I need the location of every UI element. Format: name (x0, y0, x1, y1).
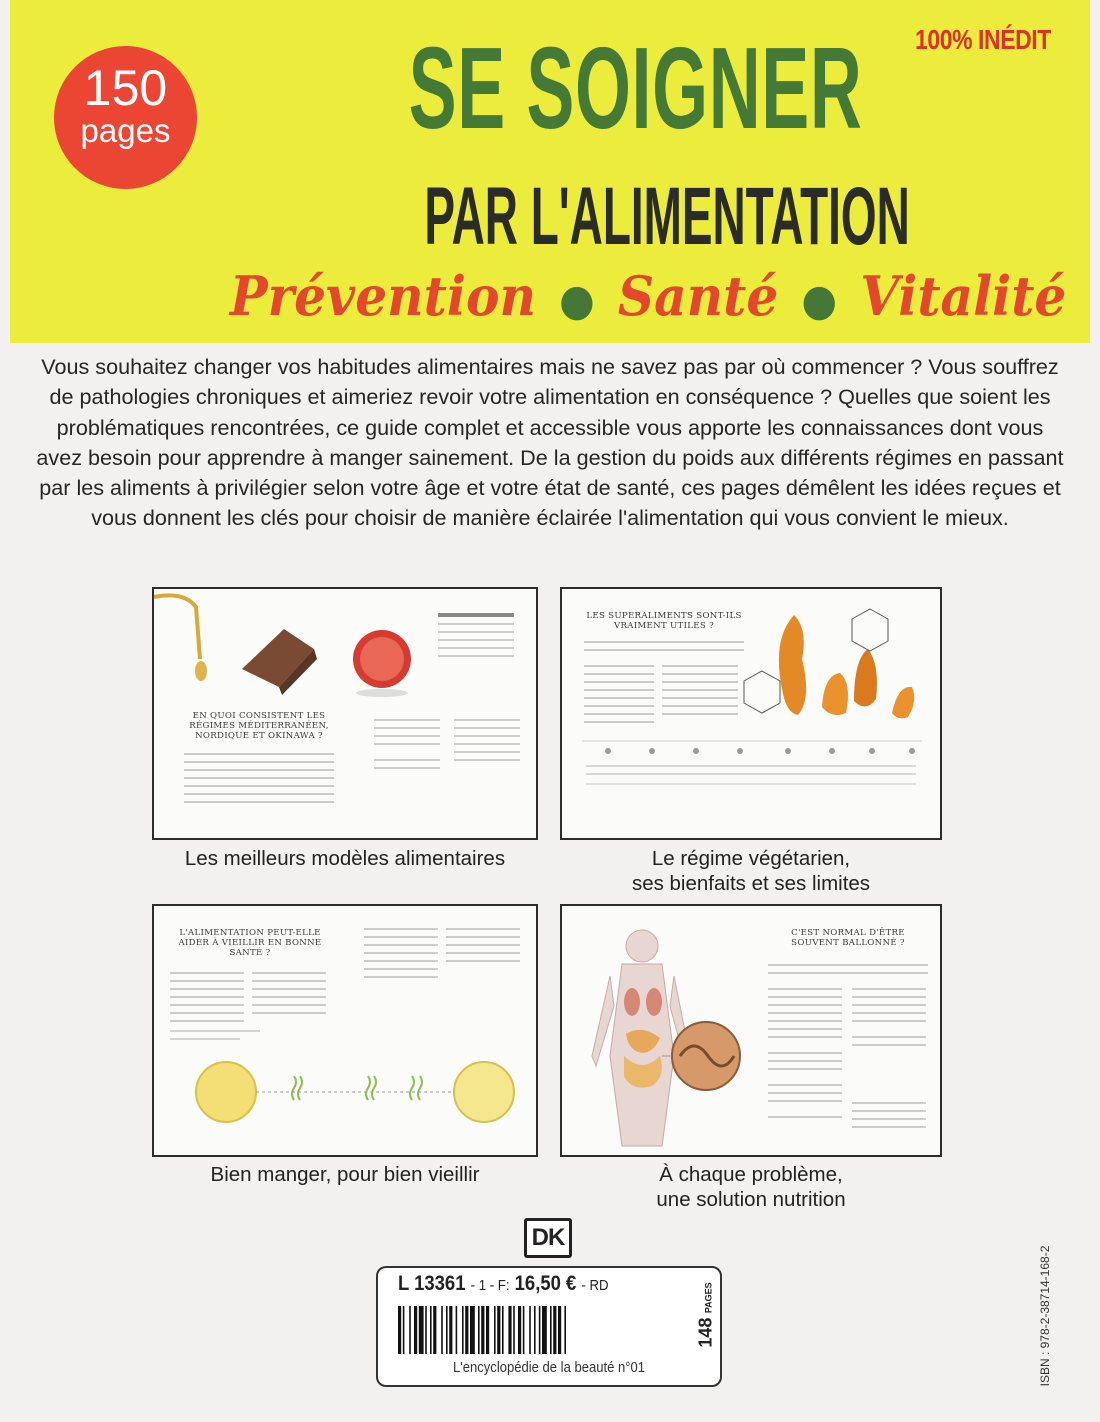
price-line (398, 1272, 609, 1296)
preview-2-caption-line-2: ses bienfaits et ses limites (631, 872, 871, 895)
pages-number: 148 (695, 1317, 716, 1348)
badge-label: pages (80, 112, 171, 149)
preview-thumbnail-1 (152, 587, 538, 840)
publisher-logo: DK (524, 1218, 572, 1258)
isbn-vertical (1034, 1246, 1056, 1386)
bullet-dot-icon: ● (801, 275, 838, 326)
bullet-dot-icon: ● (559, 275, 595, 326)
reference-code: L 13361 (398, 1272, 466, 1295)
badge-number: 150 (83, 60, 168, 116)
preview-2-caption (560, 846, 942, 896)
tagline-prevention: Prévention (229, 264, 536, 328)
preview-2-caption-line-1: Le régime végétarien, (651, 847, 851, 870)
pages-count-vertical (694, 1272, 718, 1358)
preview-thumbnail-3 (152, 904, 538, 1157)
preview-4-caption-line-2: une solution nutrition (656, 1188, 846, 1211)
preview-4-heading: C'EST NORMAL D'ÊTRE SOUVENT BALLONNÉ ? (791, 928, 905, 948)
title-line-2: PAR L'ALIMENTATION (424, 171, 910, 262)
price-value: 16,50 € (514, 1272, 577, 1295)
page-count-badge (54, 46, 197, 189)
reference-suffix: - 1 - F: (470, 1277, 510, 1294)
tagline-vitalite: Vitalité (860, 264, 1067, 328)
title-line-1: SE SOIGNER (408, 23, 863, 153)
barcode-box (376, 1266, 722, 1387)
preview-4-caption-line-1: À chaque problème, (659, 1163, 843, 1186)
pages-count-text (696, 1282, 717, 1347)
isbn-text: ISBN : 978-2-38714-168-2 (1038, 1245, 1052, 1387)
preview-thumbnail-2 (560, 587, 942, 840)
tagline-sante: Santé (617, 264, 779, 328)
preview-2-heading: LES SUPERALIMENTS SONT-ILS VRAIMENT UTILES ? (586, 611, 742, 631)
inedit-tag: 100% INÉDIT (915, 24, 1051, 55)
preview-4-caption (560, 1162, 942, 1212)
pages-label: PAGES (703, 1282, 714, 1314)
header-band (10, 0, 1090, 343)
series-label: L'encyclopédie de la beauté n°01 (452, 1360, 646, 1376)
barcode-icon (398, 1306, 688, 1354)
taglines (229, 264, 1067, 334)
intro-paragraph: Vous souhaitez changer vos habitudes alimentaires mais ne savez pas par où commencer ? Vous souffrez de pathologies chroniques et aimeriez revoir votre alimentation en conséquence ? Quelles que soient les problématiques rencontrées, ce guide complet et accessible vous apporte les connaissances dont vous avez besoin pour apprendre à manger sainement. De la gestion du poids aux différents régimes en passant par les aliments à privilégier selon votre âge et votre état de santé, ces pages démêlent les idées reçues et vous donnent les clés pour choisir de manière éclairée l'alimentation qui vous convient le mieux. (36, 354, 1064, 531)
preview-thumbnail-4 (560, 904, 942, 1157)
preview-1-heading: EN QUOI CONSISTENT LES RÉGIMES MÉDITERRANÉEN, NORDIQUE ET OKINAWA ? (189, 711, 329, 741)
preview-3-heading: L'ALIMENTATION PEUT-ELLE AIDER À VIEILLIR EN BONNE SANTÉ ? (178, 928, 322, 958)
price-suffix: - RD (581, 1277, 609, 1294)
preview-1-caption: Les meilleurs modèles alimentaires (184, 847, 506, 870)
preview-3-caption: Bien manger, pour bien vieillir (210, 1163, 480, 1186)
